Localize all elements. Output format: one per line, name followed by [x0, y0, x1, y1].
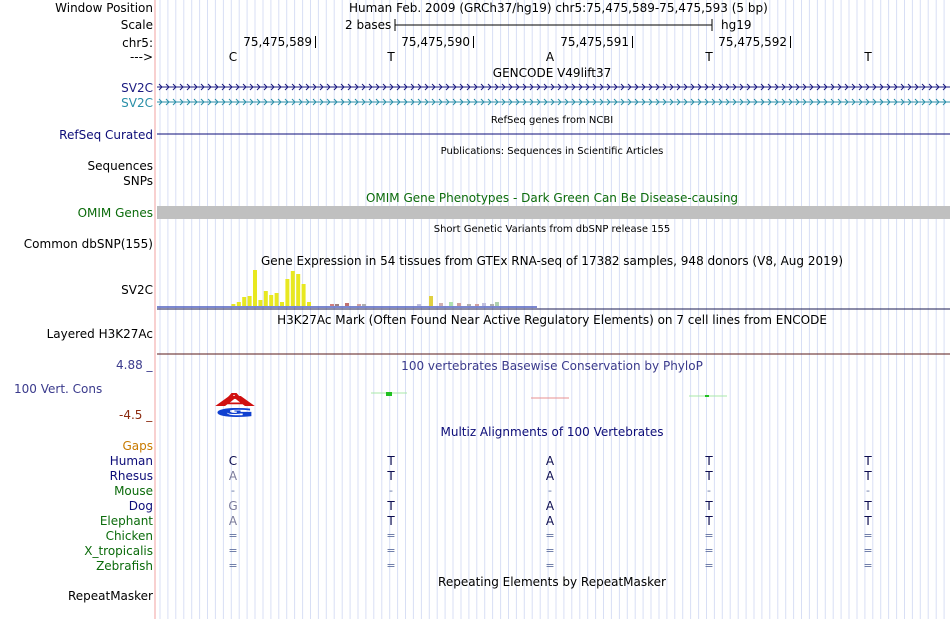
species-label[interactable]: X_tropicalis	[84, 544, 153, 558]
gtex-bar	[495, 302, 499, 306]
gencode-label-1[interactable]: SV2C	[121, 81, 153, 95]
alignment-base: T	[864, 454, 872, 468]
scale-assembly: hg19	[721, 18, 752, 32]
alignment-base: A	[545, 514, 555, 528]
alignment-base: T	[387, 499, 395, 513]
gtex-bar	[264, 291, 268, 306]
scale-label: Scale	[120, 18, 153, 32]
alignment-base: G	[228, 499, 238, 513]
ruler-position: 75,475,589	[243, 35, 312, 49]
gtex-bar	[457, 303, 461, 306]
dbsnp-title: Short Genetic Variants from dbSNP release 155	[433, 224, 671, 235]
alignment-base: A	[545, 499, 555, 513]
reference-base: T	[387, 50, 395, 64]
repeatmasker-title: Repeating Elements by RepeatMasker	[438, 575, 666, 589]
species-label[interactable]: Human	[109, 454, 153, 468]
chrom-label: chr5:	[122, 36, 153, 50]
alignment-base: =	[228, 559, 238, 572]
snps-label[interactable]: SNPs	[123, 174, 153, 188]
gtex-bar	[253, 270, 257, 306]
alignment-base: T	[705, 514, 713, 528]
svg-text:G: G	[215, 406, 255, 418]
alignment-base: T	[864, 469, 872, 483]
scale-bar	[394, 18, 714, 32]
dbsnp-label[interactable]: Common dbSNP(155)	[23, 237, 153, 251]
alignment-base: =	[545, 559, 555, 572]
alignment-base: T	[705, 454, 713, 468]
alignment-base: C	[228, 454, 238, 468]
alignment-base: =	[228, 529, 238, 542]
gtex-bar	[275, 293, 279, 306]
omim-gene-bar[interactable]	[157, 206, 950, 219]
omim-label[interactable]: OMIM Genes	[77, 206, 153, 220]
reference-base: A	[545, 50, 555, 64]
h3k27ac-title: H3K27Ac Mark (Often Found Near Active Regulatory Elements) on 7 cell lines from ENCODE	[277, 313, 827, 327]
gtex-bar	[237, 302, 241, 306]
alignment-base: =	[704, 559, 714, 572]
alignment-base: T	[387, 514, 395, 528]
gtex-label[interactable]: SV2C	[121, 283, 153, 297]
gtex-bar	[439, 303, 443, 306]
alignment-base: =	[704, 544, 714, 557]
species-label[interactable]: Chicken	[105, 529, 153, 543]
gtex-bar	[449, 302, 453, 306]
strand-label: --->	[129, 50, 153, 64]
gtex-bar	[330, 304, 334, 306]
alignment-base: A	[228, 469, 238, 483]
gtex-bar	[357, 304, 361, 306]
gtex-bar	[258, 300, 262, 306]
ruler-position: 75,475,592	[718, 35, 787, 49]
alignment-base: =	[545, 544, 555, 557]
ruler-tick	[790, 36, 791, 48]
window-position-label: Window Position	[55, 1, 153, 15]
ruler-tick	[632, 36, 633, 48]
gtex-bar	[296, 274, 300, 306]
window-position-text: Human Feb. 2009 (GRCh37/hg19) chr5:75,475,589-75,475,593 (5 bp)	[349, 1, 768, 15]
alignment-base: -	[389, 484, 393, 497]
alignment-base: =	[386, 529, 396, 542]
gtex-bar	[345, 303, 349, 306]
reference-base: C	[228, 50, 238, 64]
gtex-expression-bars[interactable]	[157, 266, 950, 310]
gtex-bar	[490, 304, 494, 306]
alignment-base: =	[545, 529, 555, 542]
phylop-label[interactable]: 100 Vert. Cons	[14, 382, 103, 396]
multiz-title: Multiz Alignments of 100 Vertebrates	[440, 425, 664, 439]
alignment-base: =	[863, 544, 873, 557]
sequences-label[interactable]: Sequences	[87, 159, 153, 173]
scale-text: 2 bases	[345, 18, 392, 32]
phylop-title: 100 vertebrates Basewise Conservation by PhyloP	[401, 359, 703, 373]
gtex-bar	[280, 302, 284, 306]
alignment-base: =	[863, 559, 873, 572]
alignment-base: T	[864, 514, 872, 528]
refseq-gene-line[interactable]	[157, 128, 950, 140]
gtex-bar	[467, 304, 471, 306]
ruler-position: 75,475,590	[401, 35, 470, 49]
svg-text:A: A	[215, 396, 255, 410]
alignment-base: -	[548, 484, 552, 497]
gaps-label[interactable]: Gaps	[122, 439, 153, 453]
phylop-min: -4.5 _	[119, 408, 153, 422]
gencode-label-2[interactable]: SV2C	[121, 96, 153, 110]
alignment-base: A	[228, 514, 238, 528]
h3k27ac-baseline	[157, 350, 950, 358]
refseq-label[interactable]: RefSeq Curated	[59, 128, 153, 142]
omim-title: OMIM Gene Phenotypes - Dark Green Can Be Disease-causing	[365, 191, 739, 205]
alignment-base: T	[705, 499, 713, 513]
gencode-title: GENCODE V49lift37	[492, 66, 612, 80]
phylop-plot[interactable]	[157, 388, 950, 418]
refseq-title: RefSeq genes from NCBI	[490, 115, 614, 126]
alignment-base: =	[704, 529, 714, 542]
alignment-base: -	[231, 484, 235, 497]
gtex-bar	[362, 304, 366, 306]
ruler-tick	[473, 36, 474, 48]
gtex-bar	[302, 284, 306, 306]
ruler-tick	[315, 36, 316, 48]
alignment-base: T	[864, 499, 872, 513]
alignment-base: T	[705, 469, 713, 483]
gtex-bar	[335, 304, 339, 306]
species-label[interactable]: Mouse	[114, 484, 153, 498]
gtex-bar	[242, 297, 246, 306]
species-label[interactable]: Zebrafish	[96, 559, 153, 573]
alignment-base: -	[866, 484, 870, 497]
alignment-base: =	[386, 544, 396, 557]
reference-base: T	[705, 50, 713, 64]
species-label[interactable]: Elephant	[99, 514, 153, 528]
gtex-bar	[285, 279, 289, 306]
species-label[interactable]: Dog	[128, 499, 153, 513]
alignment-base: =	[386, 559, 396, 572]
gencode-gene-track[interactable]	[157, 80, 950, 110]
alignment-base: =	[228, 544, 238, 557]
alignment-base: T	[387, 454, 395, 468]
svg-text:A: A	[225, 391, 243, 403]
gtex-bar	[307, 302, 311, 306]
reference-base: T	[864, 50, 872, 64]
gtex-bar	[417, 304, 421, 306]
gtex-bar	[482, 303, 486, 306]
alignment-base: A	[545, 454, 555, 468]
gtex-bar	[291, 271, 295, 306]
alignment-base: =	[863, 529, 873, 542]
gtex-bar	[231, 304, 235, 306]
gtex-title: Gene Expression in 54 tissues from GTEx RNA-seq of 17382 samples, 948 donors (V8, Aug 2019)	[260, 254, 844, 268]
alignment-base: T	[387, 469, 395, 483]
phylop-sequence-logo	[212, 396, 258, 418]
publications-title: Publications: Sequences in Scientific Articles	[440, 146, 664, 157]
alignment-base: A	[545, 469, 555, 483]
alignment-base: -	[707, 484, 711, 497]
gtex-bar	[475, 304, 479, 306]
gtex-bar	[429, 296, 433, 306]
phylop-max: 4.88 _	[116, 358, 153, 372]
svg-text:G: G	[224, 406, 243, 416]
h3k27ac-label[interactable]: Layered H3K27Ac	[46, 327, 153, 341]
species-label[interactable]: Rhesus	[109, 469, 153, 483]
gtex-bar	[248, 296, 252, 306]
ruler-position: 75,475,591	[560, 35, 629, 49]
repeatmasker-label[interactable]: RepeatMasker	[67, 589, 153, 603]
gtex-bar	[269, 295, 273, 306]
